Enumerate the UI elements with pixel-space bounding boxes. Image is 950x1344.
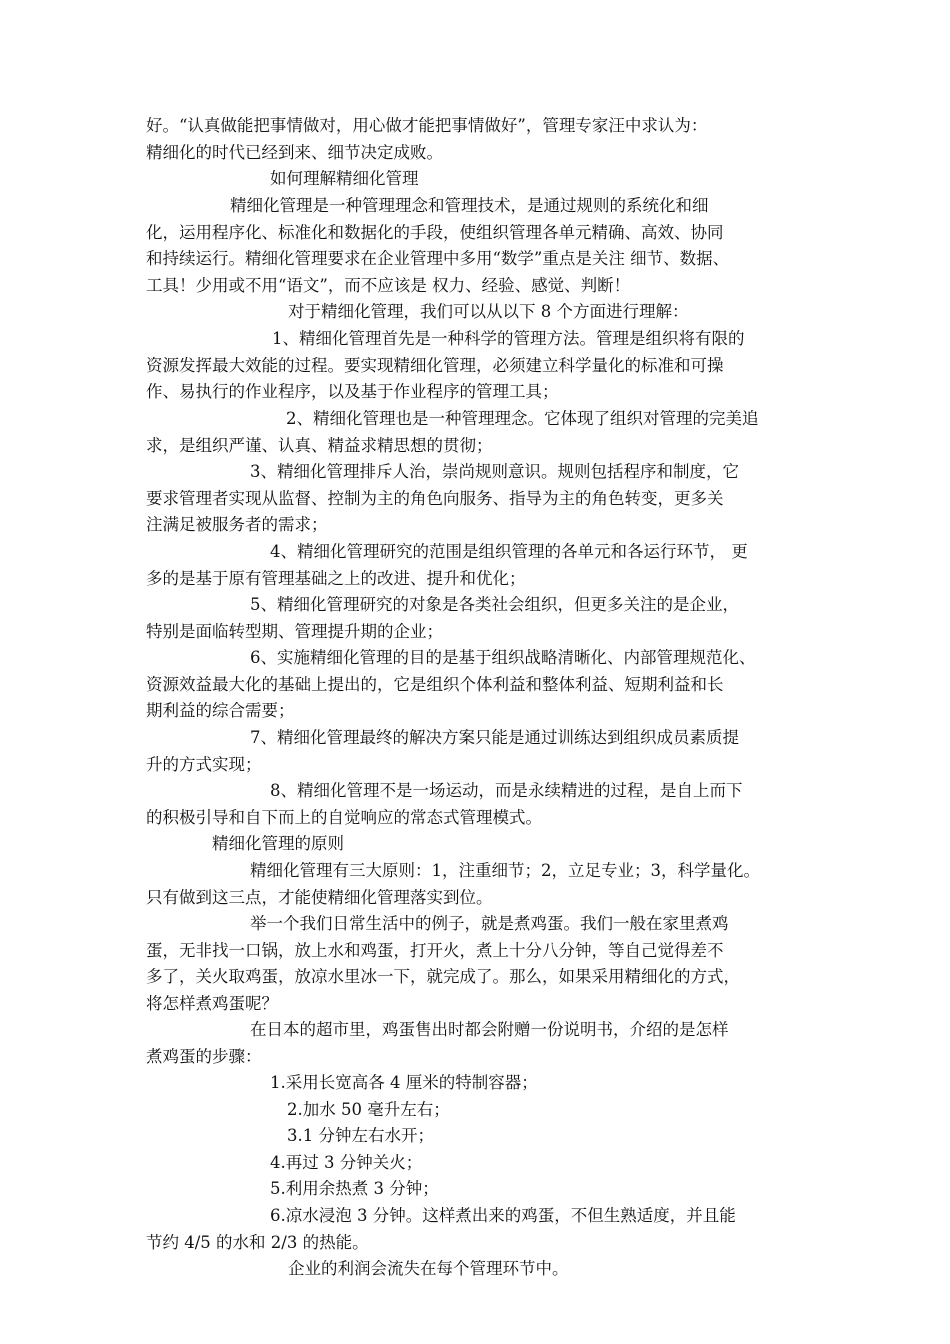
text-line: 期利益的综合需要； <box>146 701 295 721</box>
point-1 <box>146 326 806 406</box>
point-8 <box>146 778 806 831</box>
text-line: 7、精细化管理最终的解决方案只能是通过训练达到组织成员素质提 <box>250 728 739 747</box>
text-line: 资源发挥最大效能的过程。要实现精细化管理，必须建立科学量化的标准和可操 <box>146 355 724 375</box>
text-line: 节约 4/5 的水和 2/3 的热能。 <box>146 1232 369 1252</box>
step-item: 5.利用余热煮 3 分钟； <box>270 1179 439 1198</box>
text-line: 精细化管理有三大原则：1，注重细节；2，立足专业；3，科学量化。 <box>250 861 760 880</box>
point-6 <box>146 645 806 725</box>
point-2 <box>146 406 806 459</box>
text-line: 4、精细化管理研究的范围是组织管理的各单元和各运行环节， 更 <box>270 542 748 561</box>
point-7 <box>146 725 806 778</box>
text-line: 作、易执行的作业程序，以及基于作业程序的管理工具； <box>146 382 559 402</box>
text-line: 举一个我们日常生活中的例子，就是煮鸡蛋。我们一般在家里煮鸡 <box>250 914 729 933</box>
text-line: 要求管理者实现从监督、控制为主的角色向服务、指导为主的角色转变，更多关 <box>146 488 724 508</box>
text-line: 和持续运行。精细化管理要求在企业管理中多用“数学”重点是关注 细节、数据、 <box>146 249 730 269</box>
eight-aspects-intro: 对于精细化管理，我们可以从以下 8 个方面进行理解： <box>288 302 689 321</box>
step-6-paragraph <box>146 1203 806 1256</box>
text-line: 蛋，无非找一口锅，放上水和鸡蛋，打开火，煮上十分八分钟，等自己觉得差不 <box>146 940 724 960</box>
text-line: 将怎样煮鸡蛋呢？ <box>146 993 278 1013</box>
text-line: 2、精细化管理也是一种管理理念。它体现了组织对管理的完美追 <box>286 409 759 428</box>
text-line: 求，是组织严谨、认真、精益求精思想的贯彻； <box>146 435 493 455</box>
step-item: 1.采用长宽高各 4 厘米的特制容器； <box>270 1073 538 1092</box>
definition-paragraph <box>146 193 806 299</box>
closing-sentence: 企业的利润会流失在每个管理环节中。 <box>288 1259 569 1278</box>
text-line: 3、精细化管理排斥人治，崇尚规则意识。规则包括程序和制度，它 <box>250 462 739 481</box>
text-line: 化，运用程序化、标准化和数据化的手段，使组织管理各单元精确、高效、协同 <box>146 222 724 242</box>
text-line: 煮鸡蛋的步骤： <box>146 1046 262 1066</box>
egg-example-paragraph <box>146 911 806 1017</box>
text-line: 精细化管理是一种管理理念和管理技术，是通过规则的系统化和细 <box>230 196 709 215</box>
text-line: 只有做到这三点，才能使精细化管理落实到位。 <box>146 887 493 907</box>
step-item: 2.加水 50 毫升左右； <box>287 1100 450 1119</box>
text-line: 的积极引导和自下而上的自觉响应的常态式管理模式。 <box>146 807 542 827</box>
intro-paragraph <box>146 113 806 166</box>
text-line: 8、精细化管理不是一场运动，而是永续精进的过程，是自上而下 <box>270 781 743 800</box>
text-line: 5、精细化管理研究的对象是各类社会组织，但更多关注的是企业， <box>250 595 739 614</box>
text-line: 工具！少用或不用“语文”，而不应该是 权力、经验、感觉、判断！ <box>146 275 631 295</box>
point-3 <box>146 459 806 539</box>
text-line: 精细化的时代已经到来、细节决定成败。 <box>146 142 443 162</box>
text-line: 多的是基于原有管理基础之上的改进、提升和优化； <box>146 568 526 588</box>
text-line: 6、实施精细化管理的目的是基于组织战略清晰化、内部管理规范化、 <box>250 648 756 667</box>
text-line: 资源效益最大化的基础上提出的，它是组织个体利益和整体利益、短期利益和长 <box>146 674 724 694</box>
point-4 <box>146 539 806 592</box>
text-line: 特别是面临转型期、管理提升期的企业； <box>146 621 443 641</box>
text-line: 1、精细化管理首先是一种科学的管理方法。管理是组织将有限的 <box>272 329 745 348</box>
text-line: 在日本的超市里，鸡蛋售出时都会附赠一份说明书，介绍的是怎样 <box>250 1020 729 1039</box>
text-line: 好。“认真做能把事情做对，用心做才能把事情做好”，管理专家汪中求认为： <box>146 116 708 135</box>
section-heading-principles: 精细化管理的原则 <box>212 834 344 853</box>
text-line: 注满足被服务者的需求； <box>146 515 328 535</box>
point-5 <box>146 592 806 645</box>
japan-intro-paragraph <box>146 1017 806 1070</box>
text-line: 多了，关火取鸡蛋，放凉水里冰一下，就完成了。那么，如果采用精细化的方式， <box>146 967 740 987</box>
step-item: 3.1 分钟左右水开； <box>287 1126 434 1145</box>
text-line: 升的方式实现； <box>146 754 262 774</box>
principles-paragraph <box>146 858 806 911</box>
section-heading-understand: 如何理解精细化管理 <box>270 169 419 188</box>
text-line: 6.凉水浸泡 3 分钟。这样煮出来的鸡蛋，不但生熟适度，并且能 <box>270 1206 736 1225</box>
step-item: 4.再过 3 分钟关火； <box>270 1153 423 1172</box>
